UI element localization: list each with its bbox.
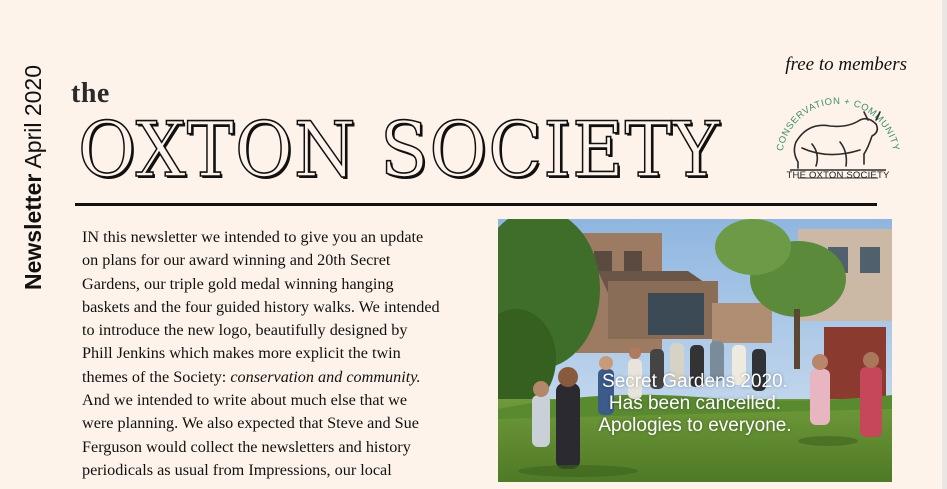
side-title-date: April 2020 <box>20 64 46 169</box>
article-line: IN this newsletter we intended to give you an update <box>82 228 424 246</box>
logo-arc-text: CONSERVATION + COMMUNITY <box>774 95 902 153</box>
photo-caption-line: Secret Gardens 2020. <box>602 371 788 392</box>
newsletter-side-title <box>20 65 46 290</box>
secret-gardens-photo <box>498 219 892 482</box>
masthead-the: the <box>71 78 110 109</box>
photo-caption <box>498 371 892 437</box>
article-line: were planning. We also expected that Steve and Sue <box>82 414 419 433</box>
article-line: And we intended to write about much else that we <box>82 391 408 410</box>
article-line: Ferguson would collect the newsletters and history <box>82 437 411 456</box>
tagline: free to members <box>785 54 907 75</box>
photo-caption-line: Has been cancelled. <box>608 393 782 414</box>
photo-caption-line: Apologies to everyone. <box>598 415 792 436</box>
article-line: periodicals as usual from Impressions, our local <box>82 460 392 479</box>
article-line: to introduce the new logo, beautifully designed by <box>82 321 408 340</box>
garden-photo-image <box>498 219 892 482</box>
article-line-prefix: themes of the Society: <box>82 367 231 386</box>
page-edge <box>942 0 947 489</box>
article-line: on plans for our award winning and 20th Secret <box>82 251 391 270</box>
logo-caption: THE OXTON SOCIETY <box>786 170 890 181</box>
article-line: Gardens, our triple gold medal winning hanging <box>82 274 394 293</box>
side-title-bold: Newsletter <box>20 173 46 290</box>
masthead-rule <box>75 203 877 206</box>
article-line <box>82 366 482 389</box>
article-emphasis: conservation and community. <box>230 367 421 386</box>
article-body <box>82 226 482 482</box>
masthead-title: OXTON SOCIETY <box>78 105 721 194</box>
article-line: Phill Jenkins which makes more explicit the twin <box>82 344 401 363</box>
article-line: baskets and the four guided history walks. We intended <box>82 297 440 316</box>
